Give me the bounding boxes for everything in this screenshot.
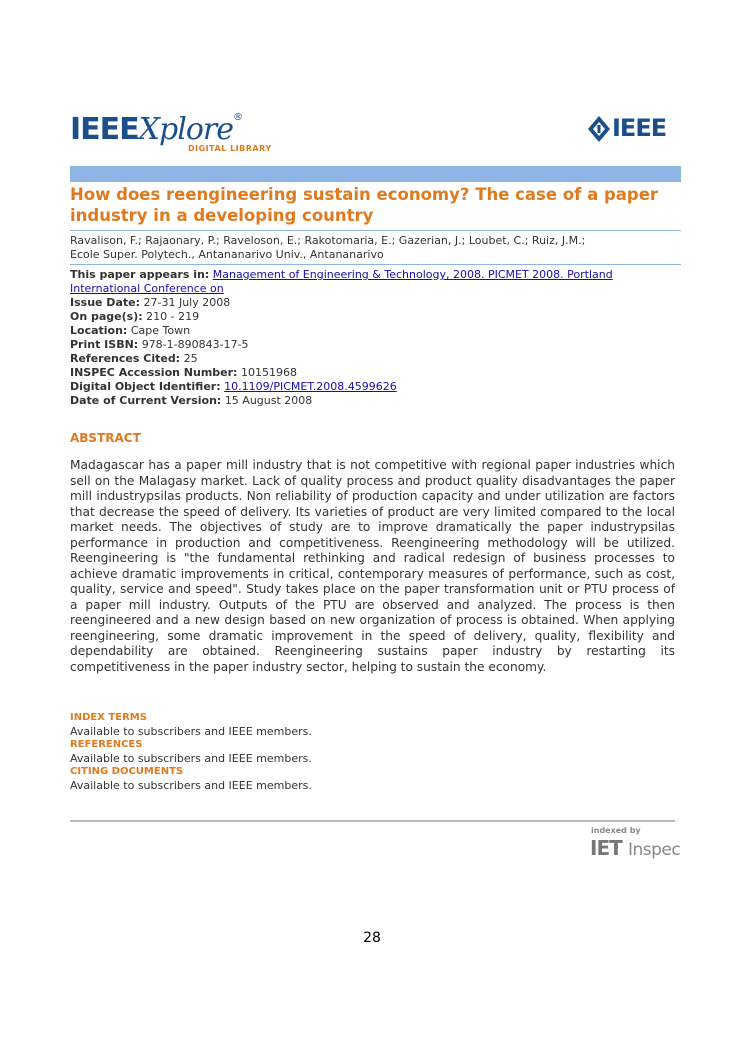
paper-title: How does reengineering sustain economy? The case of a paper industry in a developing country <box>70 185 659 225</box>
inspec-text: Inspec <box>628 840 681 860</box>
citing-documents-heading[interactable]: CITING DOCUMENTS <box>70 766 184 777</box>
page-number: 28 <box>363 930 381 946</box>
index-terms-text: Available to subscribers and IEEE members. <box>70 724 312 738</box>
index-terms-section <box>70 711 681 738</box>
title-divider <box>70 230 681 231</box>
ieee-xplore-logo[interactable] <box>70 112 290 156</box>
references-text: Available to subscribers and IEEE members. <box>70 751 312 765</box>
location-label: Location: <box>70 324 128 337</box>
issue-date-row <box>70 296 681 310</box>
location-value: Cape Town <box>130 324 191 337</box>
version-label: Date of Current Version: <box>70 394 222 407</box>
logo-registered-mark: ® <box>232 112 243 123</box>
conference-link[interactable]: Management of Engineering & Technology, 2008. PICMET 2008. Portland International Conference on <box>70 268 613 295</box>
issue-date-value: 27-31 July 2008 <box>143 296 231 309</box>
logo-xplore-text: Xplore <box>138 112 233 147</box>
references-section <box>70 738 681 765</box>
ieee-logo-text: IEEE <box>612 114 667 142</box>
metadata-block <box>70 268 681 408</box>
doi-link[interactable]: 10.1109/PICMET.2008.4599626 <box>224 380 397 393</box>
location-row <box>70 324 681 338</box>
authors-divider <box>70 264 681 265</box>
authors-block <box>70 234 681 262</box>
isbn-value: 978-1-890843-17-5 <box>141 338 249 351</box>
inspec-label: INSPEC Accession Number: <box>70 366 238 379</box>
header-bar <box>70 166 681 182</box>
inspec-row <box>70 366 681 380</box>
doi-label: Digital Object Identifier: <box>70 380 221 393</box>
citing-documents-section <box>70 765 681 792</box>
logo-ieee-text: IEEE <box>70 112 139 147</box>
isbn-label: Print ISBN: <box>70 338 139 351</box>
appears-in-row <box>70 268 681 296</box>
references-cited-value: 25 <box>183 352 198 365</box>
affiliation: Ecole Super. Polytech., Antananarivo Univ., Antananarivo <box>70 248 384 261</box>
index-terms-heading[interactable]: INDEX TERMS <box>70 712 147 723</box>
references-heading[interactable]: REFERENCES <box>70 739 143 750</box>
iet-text: IET <box>590 836 622 860</box>
references-cited-row <box>70 352 681 366</box>
authors-list: Ravalison, F.; Rajaonary, P.; Raveloson, E.; Rakotomaria, E.; Gazerian, J.; Loubet, C.; Ruiz, J.M.; <box>70 234 586 247</box>
iet-inspec-logo <box>588 826 680 866</box>
ieee-diamond-icon <box>586 114 612 144</box>
isbn-row <box>70 338 681 352</box>
logo-digital-library-text: DIGITAL LIBRARY <box>188 144 272 153</box>
version-row <box>70 394 681 408</box>
references-cited-label: References Cited: <box>70 352 181 365</box>
pages-row <box>70 310 681 324</box>
pages-value: 210 - 219 <box>146 310 200 323</box>
issue-date-label: Issue Date: <box>70 296 140 309</box>
appears-in-label: This paper appears in: <box>70 268 210 281</box>
abstract-text: Madagascar has a paper mill industry that is not competitive with regional paper industries which sell on the Malagasy market. Lack of quality process and product quality disadvantages the paper mill industrypsilas products. Non reliability of production capacity and under utilization are factors that decrease the speed of delivery. Its varieties of product are very limited compared to the local market needs. The objectives of study are to improve dramatically the paper industrypsilas performance in production and competitiveness. Reengineering methodology will be utilized. Reengineering is "the fundamental rethinking and radical redesign of business processes to achieve dramatic improvements in critical, contemporary measures of performance, such as cost, quality, service and speed". Study takes place on the paper transformation unit or PTU process of a paper mill industry. Outputs of the PTU are observed and analyzed. The process is then reengineered and a new design based on new organization of process is obtained. When applying reengineering, some dramatic improvement in the speed of delivery, quality, flexibility and dependability are obtained. Reengineering sustains paper industry by restarting its competitiveness in the paper industry sector, helping to sustain the economy. <box>70 458 675 674</box>
version-value: 15 August 2008 <box>224 394 313 407</box>
ieee-logo[interactable] <box>586 114 682 146</box>
citing-documents-text: Available to subscribers and IEEE members. <box>70 778 312 792</box>
abstract-heading: ABSTRACT <box>70 431 141 445</box>
pages-label: On page(s): <box>70 310 143 323</box>
footer-divider <box>70 820 675 822</box>
indexed-by-text: indexed by <box>591 826 641 835</box>
doi-row <box>70 380 681 394</box>
inspec-value: 10151968 <box>240 366 297 379</box>
